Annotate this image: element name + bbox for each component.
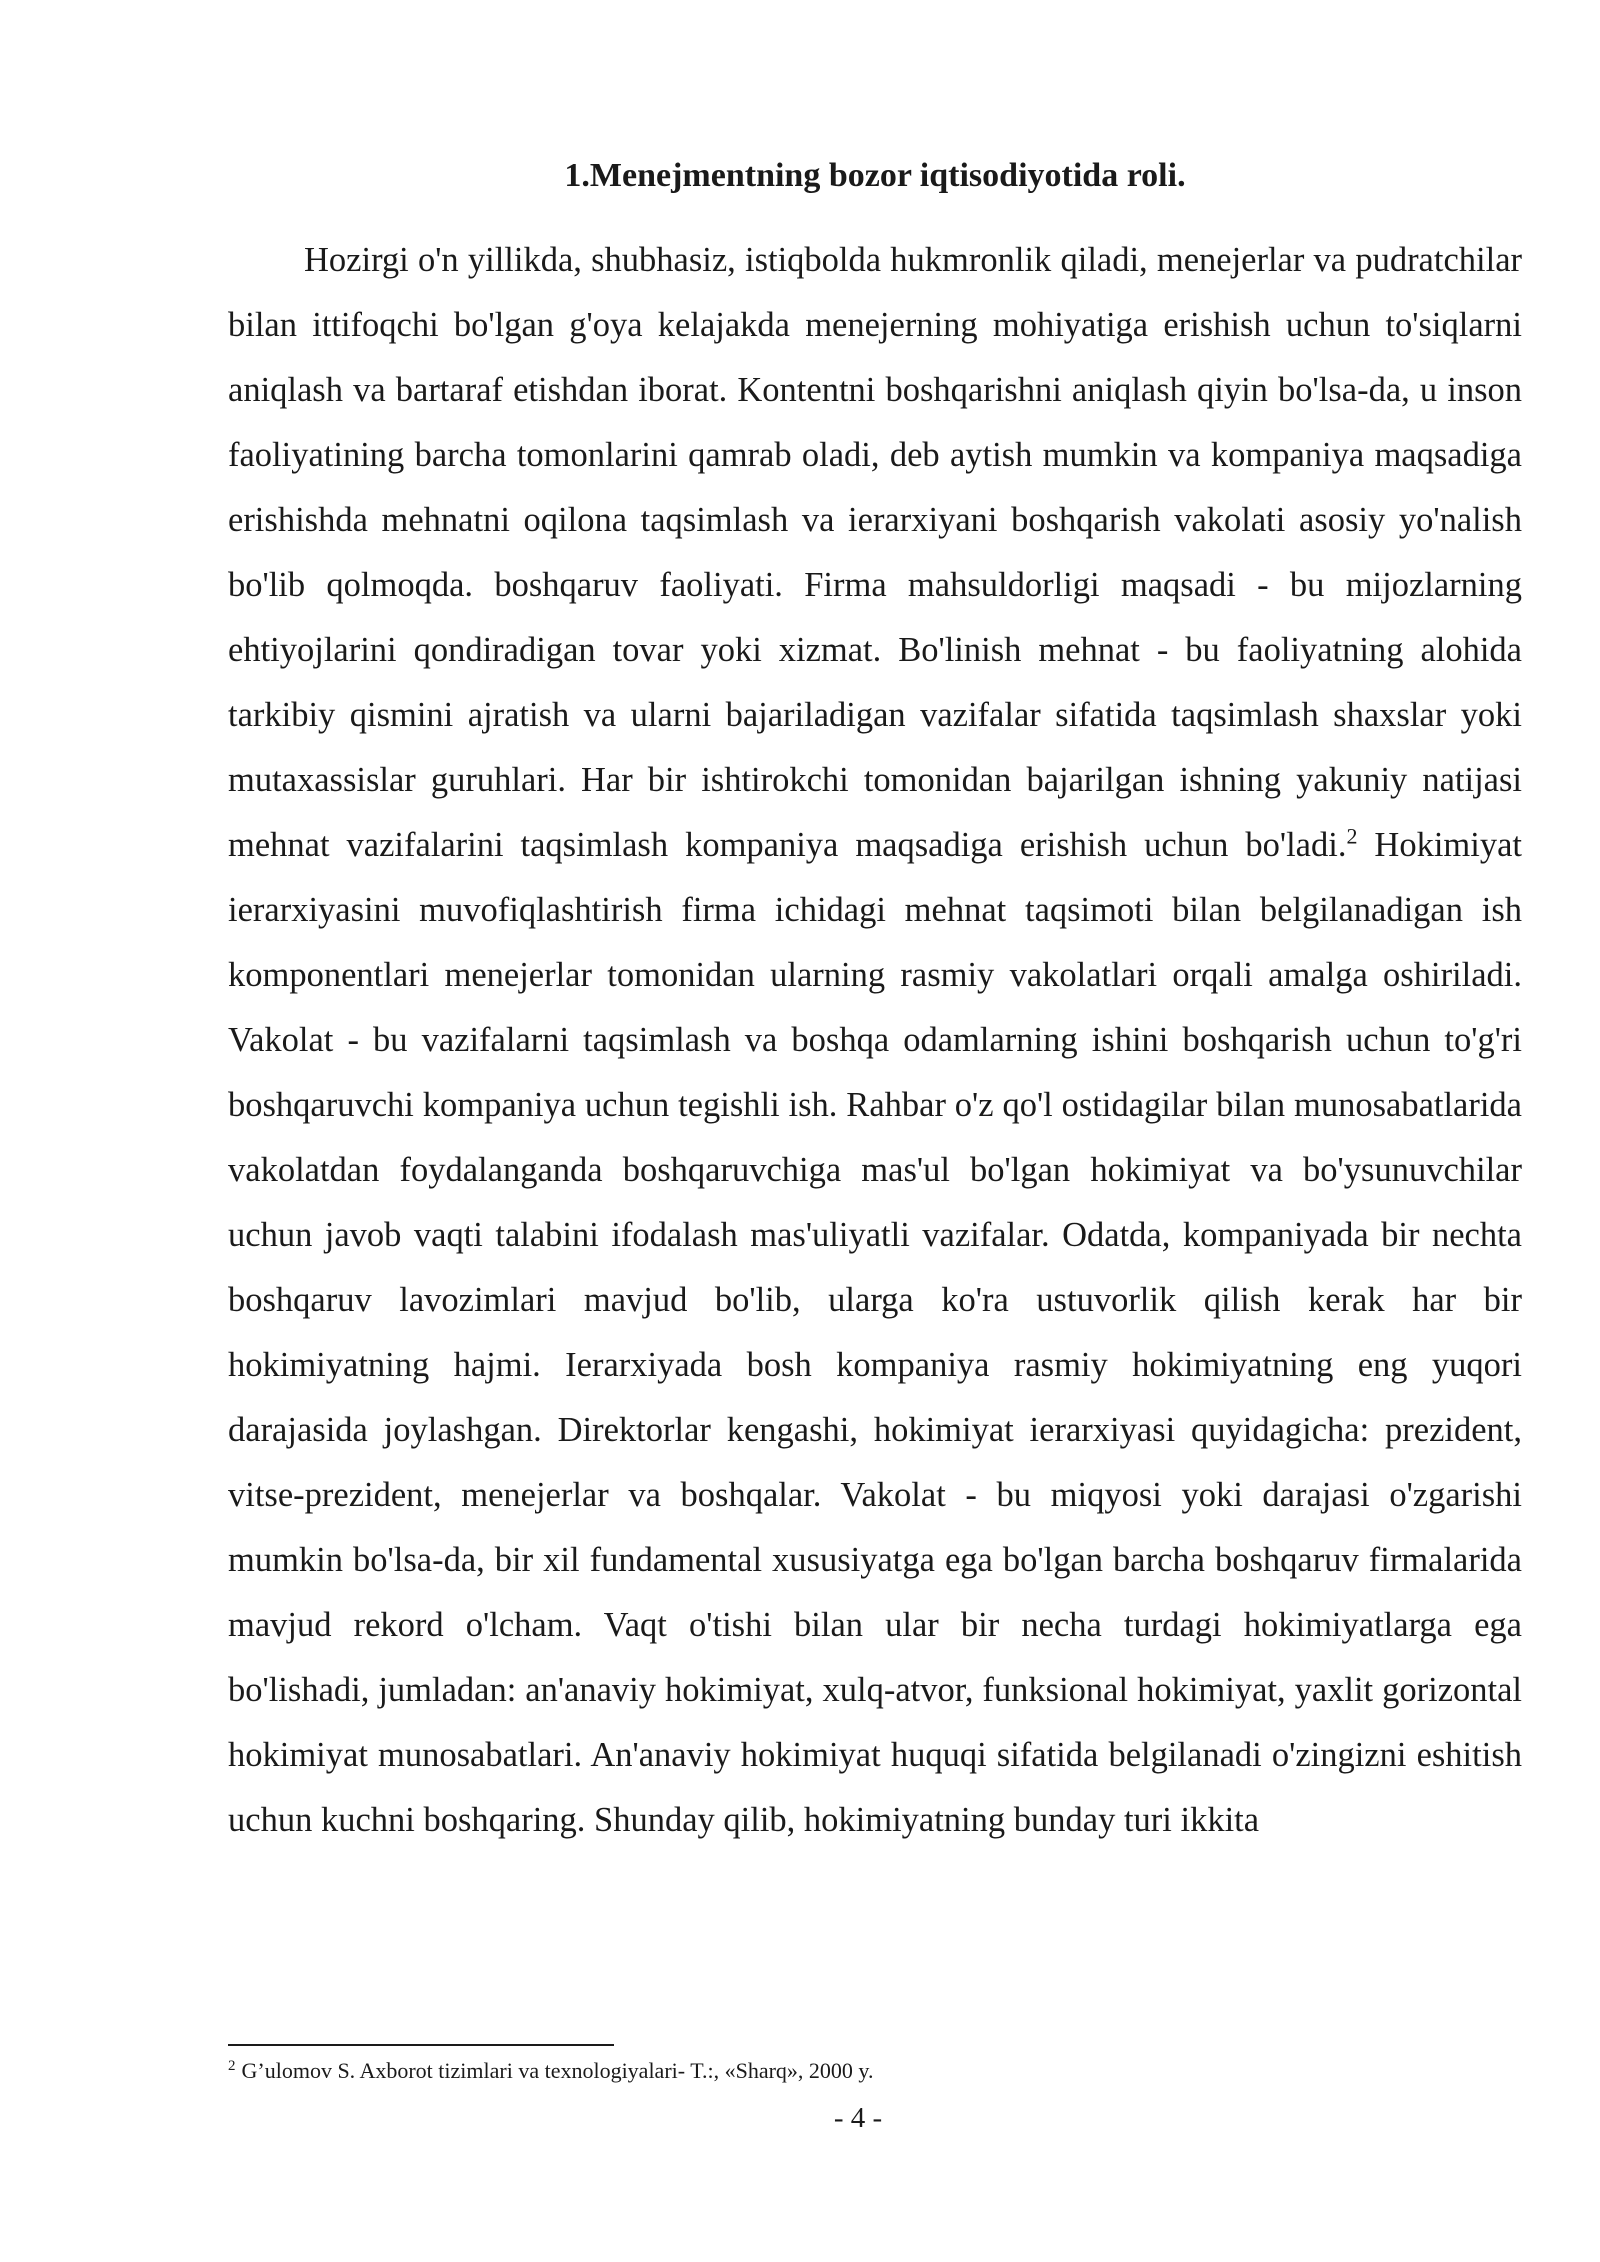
footnote-text: G’ulomov S. Axborot tizimlari va texnologiyalari- T.:, «Sharq», 2000 y. [241, 2058, 874, 2083]
section-heading: 1.Menejmentning bozor iqtisodiyotida roli. [564, 157, 1186, 194]
page-number: - 4 - [833, 2102, 883, 2134]
footnote-number: 2 [228, 2057, 236, 2074]
footnote [228, 2056, 1522, 2086]
footnote-separator [228, 2044, 614, 2046]
body-text-part-1: Hozirgi o'n yillikda, shubhasiz, istiqbolda hukmronlik qiladi, menejerlar va pudratchilar bilan ittifoqchi bo'lgan g'oya kelajakda menejerning mohiyatiga erishish uchun to'siqlarni aniqlash va bartaraf etishdan iborat. Kontentni boshqarishni aniqlash qiyin bo'lsa-da, u inson faoliyatining barcha tomonlarini qamrab oladi, deb aytish mumkin va kompaniya maqsadiga erishishda mehnatni oqilona taqsimlash va ierarxiyani boshqarish vakolati asosiy yo'nalish bo'lib qolmoqda. boshqaruv faoliyati. Firma mahsuldorligi maqsadi - bu mijozlarning ehtiyojlarini qondiradigan tovar yoki xizmat. Bo'linish mehnat - bu faoliyatning alohida tarkibiy qismini ajratish va ularni bajariladigan vazifalar sifatida taqsimlash shaxslar yoki mutaxassislar guruhlari. Har bir ishtirokchi tomonidan bajarilgan ishning yakuniy natijasi mehnat vazifalarini taqsimlash kompaniya maqsadiga erishish uchun bo'ladi. [228, 241, 1522, 864]
body-paragraph [228, 228, 1522, 1853]
body-text-part-2: Hokimiyat ierarxiyasini muvofiqlashtirish firma ichidagi mehnat taqsimoti bilan belgilanadigan ish komponentlari menejerlar tomonidan ularning rasmiy vakolatlari orqali amalga oshiriladi. Vakolat - bu vazifalarni taqsimlash va boshqa odamlarning ishini boshqarish uchun to'g'ri boshqaruvchi kompaniya uchun tegishli ish. Rahbar o'z qo'l ostidagilar bilan munosabatlarida vakolatdan foydalanganda boshqaruvchiga mas'ul bo'lgan hokimiyat va bo'ysunuvchilar uchun javob vaqti talabini ifodalash mas'uliyatli vazifalar. Odatda, kompaniyada bir nechta boshqaruv lavozimlari mavjud bo'lib, ularga ko'ra ustuvorlik qilish kerak har bir hokimiyatning hajmi. Ierarxiyada bosh kompaniya rasmiy hokimiyatning eng yuqori darajasida joylashgan. Direktorlar kengashi, hokimiyat ierarxiyasi quyidagicha: prezident, vitse-prezident, menejerlar va boshqalar. Vakolat - bu miqyosi yoki darajasi o'zgarishi mumkin bo'lsa-da, bir xil fundamental xususiyatga ega bo'lgan barcha boshqaruv firmalarida mavjud rekord o'lcham. Vaqt o'tishi bilan ular bir necha turdagi hokimiyatlarga ega bo'lishadi, jumladan: an'anaviy hokimiyat, xulq-atvor, funksional hokimiyat, yaxlit gorizontal hokimiyat munosabatlari. An'anaviy hokimiyat huquqi sifatida belgilanadi o'zingizni eshitish uchun kuchni boshqaring. Shunday qilib, hokimiyatning bunday turi ikkita [228, 826, 1522, 1839]
footnote-reference[interactable]: 2 [1346, 823, 1358, 849]
